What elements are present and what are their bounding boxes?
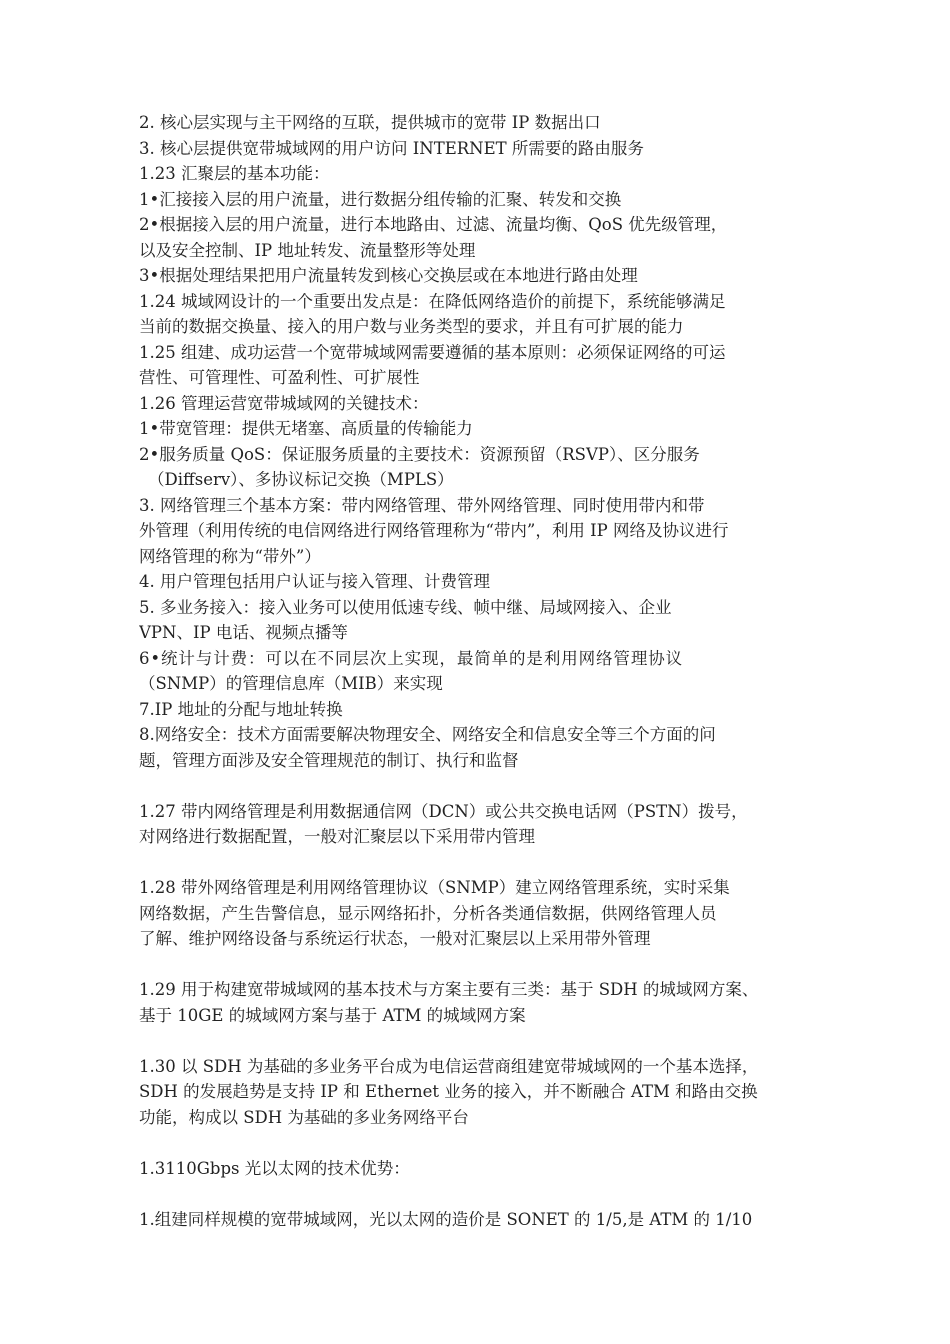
text-line: 3. 核心层提供宽带城域网的用户访问 INTERNET 所需要的路由服务 — [139, 138, 644, 158]
document-body — [139, 110, 819, 1232]
blank-line — [139, 1028, 819, 1054]
text-line: VPN、IP 电话、视频点播等 — [139, 623, 348, 642]
text-line: 题，管理方面涉及安全管理规范的制订、执行和监督 — [139, 750, 519, 770]
text-line: 功能，构成以 SDH 为基础的多业务网络平台 — [139, 1107, 469, 1127]
list-item: 8.网络安全：技术方面需要解决物理安全、网络安全和信息安全等三个方面的问 — [139, 725, 716, 744]
text-line: （SNMP）的管理信息库（MIB）来实现 — [139, 674, 443, 693]
list-item: 7.IP 地址的分配与地址转换 — [139, 699, 343, 719]
section-heading: 1.25 组建、成功运营一个宽带城域网需要遵循的基本原则：必须保证网络的可运 — [139, 342, 726, 362]
text-line: 营性、可管理性、可盈利性、可扩展性 — [139, 368, 420, 387]
list-item: 5. 多业务接入：接入业务可以使用低速专线、帧中继、局域网接入、企业 — [139, 597, 672, 617]
text-line: 网络数据，产生告警信息，显示网络拓扑，分析各类通信数据，供网络管理人员 — [139, 903, 717, 923]
blank-line — [139, 850, 819, 876]
blank-line — [139, 773, 819, 799]
list-item: 4. 用户管理包括用户认证与接入管理、计费管理 — [139, 572, 490, 591]
section-heading: 1.26 管理运营宽带城域网的关键技术： — [139, 393, 429, 413]
list-item: 2•根据接入层的用户流量，进行本地路由、过滤、流量均衡、QoS 优先级管理， — [139, 215, 728, 234]
text-line: 基于 10GE 的城域网方案与基于 ATM 的城域网方案 — [139, 1005, 526, 1025]
list-item: 1•汇接接入层的用户流量，进行数据分组传输的汇聚、转发和交换 — [139, 189, 622, 209]
text-line: 网络管理的称为“带外”） — [139, 546, 321, 566]
section-heading: 1.24 城域网设计的一个重要出发点是：在降低网络造价的前提下，系统能够满足 — [139, 291, 726, 311]
text-line: 当前的数据交换量、接入的用户数与业务类型的要求，并且有可扩展的能力 — [139, 317, 684, 336]
blank-line — [139, 1130, 819, 1156]
list-item: 3•根据处理结果把用户流量转发到核心交换层或在本地进行路由处理 — [139, 266, 638, 285]
list-item: 3. 网络管理三个基本方案：带内网络管理、带外网络管理、同时使用带内和带 — [139, 495, 705, 515]
list-item: 1.组建同样规模的宽带城域网，光以太网的造价是 SONET 的 1/5,是 ATM 的 1/10 — [139, 1209, 753, 1229]
text-line: 了解、维护网络设备与系统运行状态，一般对汇聚层以上采用带外管理 — [139, 929, 651, 948]
text-line: 2. 核心层实现与主干网络的互联，提供城市的宽带 IP 数据出口 — [139, 113, 601, 132]
list-item: 6•统计与计费：可以在不同层次上实现，最简单的是利用网络管理协议 — [139, 648, 684, 668]
text-line: 以及安全控制、IP 地址转发、流量整形等处理 — [139, 240, 476, 260]
section-heading: 1.27 带内网络管理是利用数据通信网（DCN）或公共交换电话网（PSTN）拨号， — [139, 801, 748, 821]
section-heading: 1.23 汇聚层的基本功能： — [139, 164, 330, 183]
section-heading: 1.28 带外网络管理是利用网络管理协议（SNMP）建立网络管理系统，实时采集 — [139, 878, 730, 897]
text-line: （Diffserv）、多协议标记交换（MPLS） — [148, 470, 454, 489]
section-heading: 1.29 用于构建宽带城域网的基本技术与方案主要有三类：基于 SDH 的城域网方案、 — [139, 980, 759, 999]
list-item: 2•服务质量 QoS：保证服务质量的主要技术：资源预留（RSVP）、区分服务 — [139, 444, 700, 464]
blank-line — [139, 1181, 819, 1207]
section-heading: 1.30 以 SDH 为基础的多业务平台成为电信运营商组建宽带城域网的一个基本选择， — [139, 1056, 759, 1076]
list-item: 1•带宽管理：提供无堵塞、高质量的传输能力 — [139, 419, 473, 438]
text-line: SDH 的发展趋势是支持 IP 和 Ethernet 业务的接入，并不断融合 ATM 和路由交换 — [139, 1082, 758, 1101]
text-line: 对网络进行数据配置，一般对汇聚层以下采用带内管理 — [139, 827, 535, 846]
text-line: 外管理（利用传统的电信网络进行网络管理称为“带内”，利用 IP 网络及协议进行 — [139, 521, 729, 540]
blank-line — [139, 952, 819, 978]
section-heading: 1.3110Gbps 光以太网的技术优势： — [139, 1158, 410, 1178]
